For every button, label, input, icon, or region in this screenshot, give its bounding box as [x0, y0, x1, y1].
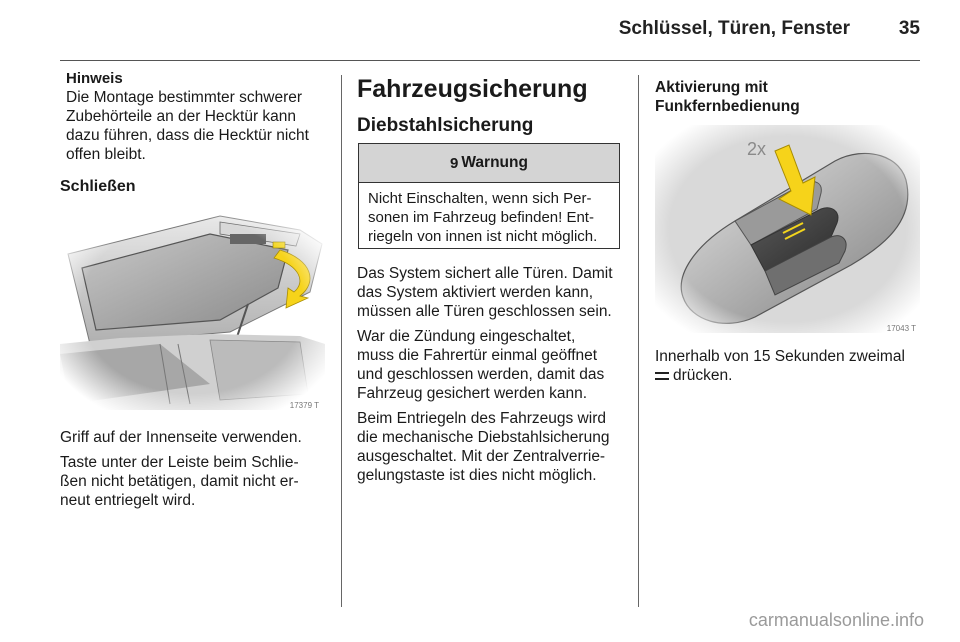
- remote-key-drawing: [655, 125, 920, 333]
- paragraph-line: Fahrzeug gesichert werden kann.: [357, 385, 588, 402]
- paragraph-line: das System aktiviert werden kann,: [357, 284, 594, 301]
- warning-title: Warnung: [461, 154, 528, 171]
- paragraph-line: Beim Entriegeln des Fahrzeugs wird: [357, 410, 606, 427]
- tailgate-drawing: [60, 204, 325, 410]
- section-title-fahrzeugsicherung: Fahrzeugsicherung: [357, 75, 588, 103]
- heading-line: Aktivierung mit: [655, 79, 768, 96]
- section-heading-schliessen: Schließen: [60, 178, 136, 195]
- paragraph: Griff auf der Innenseite verwenden.: [60, 429, 302, 446]
- middle-body-text: [357, 264, 629, 485]
- paragraph-line-with-icon: [655, 366, 927, 385]
- note-line: dazu führen, dass die Hecktür nicht: [66, 127, 309, 144]
- paragraph-line: müssen alle Türen geschlossen sein.: [357, 303, 612, 320]
- note-line: offen bleibt.: [66, 146, 146, 163]
- note-line: Zubehörteile an der Hecktür kann: [66, 108, 297, 125]
- page-header-title: Schlüssel, Türen, Fenster: [618, 18, 850, 39]
- warning-line: sonen im Fahrzeug befinden! Ent-: [368, 209, 594, 226]
- paragraph-line: Das System sichert alle Türen. Damit: [357, 265, 613, 282]
- paragraph-line: Innerhalb von 15 Sekunden zweimal: [655, 348, 905, 365]
- note-block: [66, 69, 334, 164]
- watermark: carmanualsonline.info: [748, 610, 924, 630]
- paragraph-line: ßen nicht betätigen, damit nicht er-: [60, 473, 299, 490]
- heading-line: Funkfernbedienung: [655, 98, 800, 115]
- paragraph-line: muss die Fahrertür einmal geöffnet: [357, 347, 598, 364]
- closing-text: [60, 428, 335, 510]
- warning-box: [358, 143, 620, 249]
- column-divider-right: [638, 75, 639, 607]
- paragraph-line: ausgeschaltet. Mit der Zentralverrie-: [357, 448, 606, 465]
- warning-body: [359, 183, 619, 252]
- tailgate-illustration: [60, 204, 325, 410]
- paragraph-line: neut entriegelt wird.: [60, 492, 196, 509]
- paragraph-line: gelungstaste ist dies nicht möglich.: [357, 467, 597, 484]
- press-count-label: 2x: [747, 139, 767, 159]
- lock-button-icon: [655, 372, 669, 380]
- image-code: 17379 T: [289, 401, 319, 410]
- warning-line: Nicht Einschalten, wenn sich Per-: [368, 190, 592, 207]
- note-line: Die Montage bestimmter schwerer: [66, 89, 303, 106]
- remote-activation-heading: [655, 78, 800, 116]
- header-rule: [60, 60, 920, 61]
- image-code: 17043 T: [886, 324, 916, 333]
- subsection-title-diebstahlsicherung: Diebstahlsicherung: [357, 115, 534, 136]
- paragraph-text: drücken.: [673, 367, 733, 384]
- paragraph-line: und geschlossen werden, damit das: [357, 366, 605, 383]
- note-label: Hinweis: [66, 70, 123, 87]
- warning-header: [359, 144, 619, 183]
- paragraph-line: Taste unter der Leiste beim Schlie-: [60, 454, 299, 471]
- column-divider-left: [341, 75, 342, 607]
- page-number: 35: [898, 18, 920, 39]
- remote-instruction: [655, 347, 927, 385]
- warning-icon: 9: [450, 154, 459, 172]
- paragraph-line: die mechanische Diebstahlsicherung: [357, 429, 610, 446]
- paragraph-line: War die Zündung eingeschaltet,: [357, 328, 576, 345]
- remote-key-illustration: [655, 125, 920, 333]
- warning-line: riegeln von innen ist nicht möglich.: [368, 228, 598, 245]
